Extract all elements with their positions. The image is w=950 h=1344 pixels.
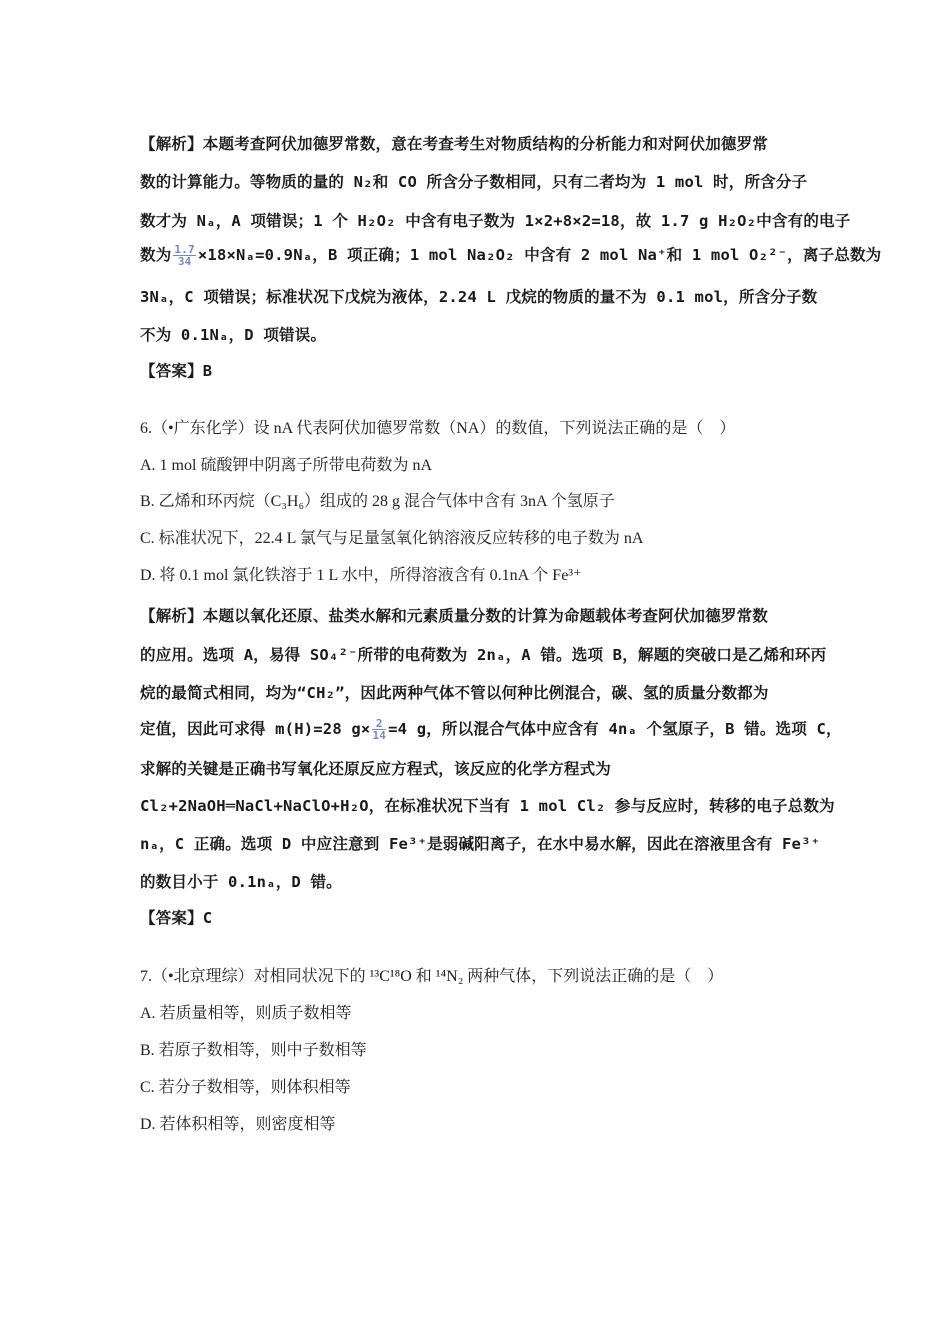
- q6-analysis-line-6: Cl₂+2NaOH═NaCl+NaClO+H₂O，在标准状况下当有 1 mol Cl₂ 参与反应时，转移的电子总数为: [140, 797, 835, 815]
- q6-fraction: [372, 718, 386, 741]
- q7-stem: 7.（•北京理综）对相同状况下的 ¹³C¹⁸O 和 ¹⁴N₂ 两种气体，下列说法正确的是（ ）: [140, 968, 724, 985]
- q5-analysis-line-2: 数的计算能力。等物质的量的 N₂和 CO 所含分子数相同，只有二者均为 1 mol 时，所含分子: [140, 173, 808, 191]
- q6-stem: 6.（•广东化学）设 nA 代表阿伏加德罗常数（NA）的数值，下列说法正确的是（ ）: [140, 420, 736, 437]
- q5-line4-prefix: 数为: [140, 246, 172, 264]
- q5-fraction: [173, 244, 195, 267]
- q6-fraction-denominator: 14: [372, 729, 387, 742]
- q6-option-c: C. 标准状况下，22.4 L 氯气与足量氢氧化钠溶液反应转移的电子数为 nA: [140, 530, 644, 547]
- q5-line4-suffix: ×18×Nₐ=0.9Nₐ，B 项正确；1 mol Na₂O₂ 中含有 2 mol Na⁺和 1 mol O₂²⁻，离子总数为: [197, 246, 882, 264]
- q5-fraction-denominator: 34: [177, 255, 192, 268]
- q6-analysis-line-5: 求解的关键是正确书写氧化还原反应方程式，该反应的化学方程式为: [140, 760, 612, 778]
- q7-option-a: A. 若质量相等，则质子数相等: [140, 1005, 352, 1022]
- q6-analysis-line-7: nₐ，C 正确。选项 D 中应注意到 Fe³⁺是弱碱阳离子，在水中易水解，因此在溶液里含有 Fe³⁺: [140, 835, 821, 853]
- q7-option-b: B. 若原子数相等，则中子数相等: [140, 1042, 367, 1059]
- q6-analysis-line-1: 【解析】本题以氧化还原、盐类水解和元素质量分数的计算为命题载体考查阿伏加德罗常数: [140, 607, 769, 625]
- q7-option-d: D. 若体积相等，则密度相等: [140, 1116, 336, 1133]
- q5-answer: 【答案】B: [140, 362, 213, 380]
- q6-option-b: B. 乙烯和环丙烷（C₃H₆）组成的 28 g 混合气体中含有 3nA 个氢原子: [140, 493, 615, 510]
- q6-answer: 【答案】C: [140, 909, 213, 927]
- q5-analysis-line-5: 3Nₐ，C 项错误；标准状况下戊烷为液体，2.24 L 戊烷的物质的量不为 0.1 mol，所含分子数: [140, 288, 818, 306]
- q6-analysis-line-2: 的应用。选项 A，易得 SO₄²⁻所带的电荷数为 2nₐ，A 错。选项 B，解题的突破口是乙烯和环丙: [140, 646, 827, 664]
- q7-option-c: C. 若分子数相等，则体积相等: [140, 1079, 351, 1096]
- q6-line4-suffix: =4 g，所以混合气体中应含有 4nₐ 个氢原子，B 错。选项 C，: [388, 720, 842, 738]
- q5-analysis-line-1: 【解析】本题考查阿伏加德罗常数，意在考查考生对物质结构的分析能力和对阿伏加德罗常: [140, 135, 769, 153]
- q6-analysis-line-3: 烷的最简式相同，均为“CH₂”，因此两种气体不管以何种比例混合，碳、氢的质量分数都为: [140, 684, 769, 702]
- q6-fraction-numerator: 2: [372, 718, 386, 730]
- q5-analysis-line-4: [140, 244, 881, 267]
- q6-option-a: A. 1 mol 硫酸钾中阴离子所带电荷数为 nA: [140, 457, 433, 474]
- q5-analysis-line-6: 不为 0.1Nₐ，D 项错误。: [140, 326, 327, 344]
- q5-fraction-numerator: 1.7: [174, 243, 195, 256]
- q5-analysis-line-3: 数才为 Nₐ，A 项错误；1 个 H₂O₂ 中含有电子数为 1×2+8×2=18，故 1.7 g H₂O₂中含有的电子: [140, 212, 851, 230]
- q6-analysis-line-4: [140, 718, 842, 741]
- q6-analysis-line-8: 的数目小于 0.1nₐ，D 错。: [140, 873, 342, 891]
- q6-line4-prefix: 定值，因此可求得 m(H)=28 g×: [140, 720, 371, 738]
- q6-option-d: D. 将 0.1 mol 氯化铁溶于 1 L 水中，所得溶液含有 0.1nA 个 Fe³⁺: [140, 567, 582, 584]
